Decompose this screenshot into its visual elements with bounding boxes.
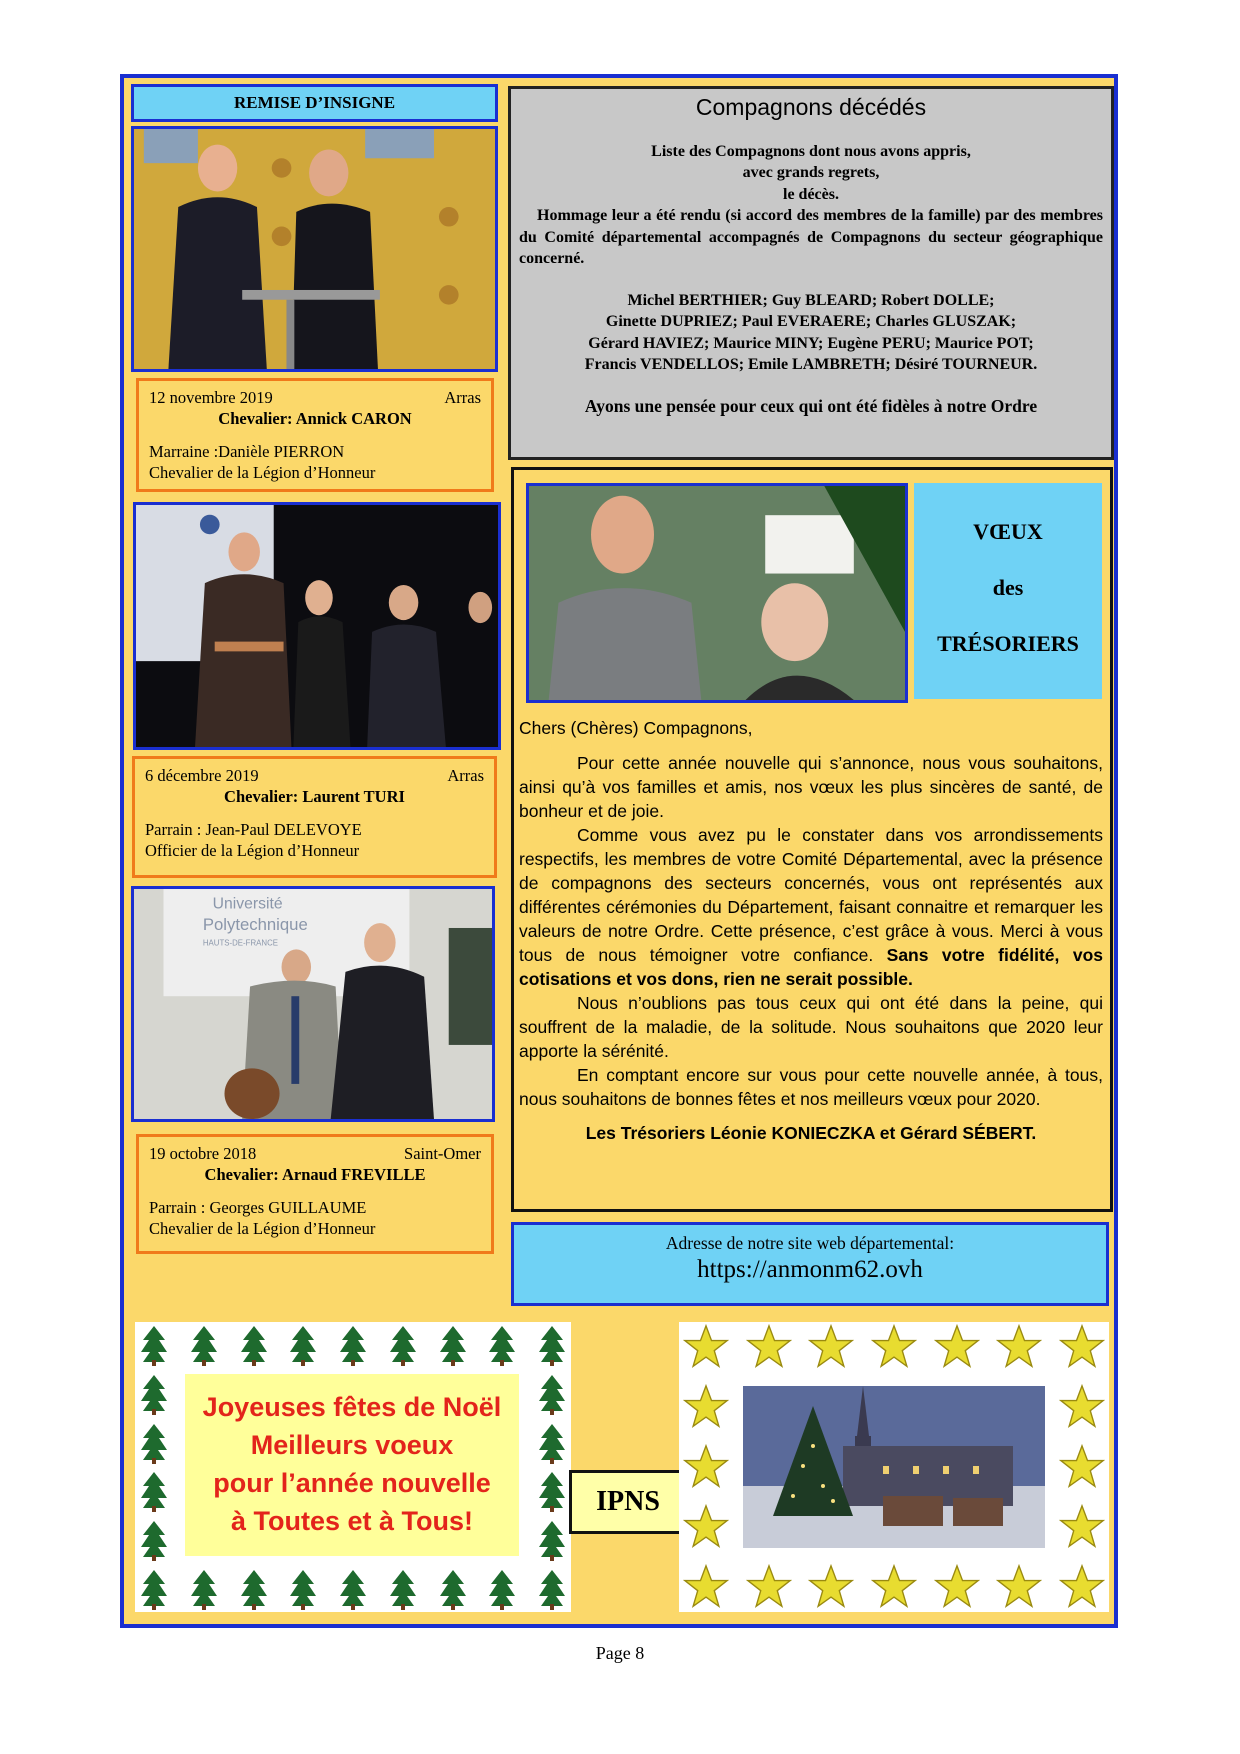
award-sponsor-rank: Chevalier de la Légion d’Honneur <box>149 463 376 482</box>
voeux-greeting: Chers (Chères) Compagnons, <box>519 718 753 738</box>
voeux-paragraph-2-bold: Sans votre fidélité, vos cotisations et vos dons, rien ne serait possible. <box>519 945 1103 989</box>
award-sponsor-rank: Chevalier de la Légion d’Honneur <box>149 1219 376 1238</box>
tree-icon <box>539 1570 565 1615</box>
noel-line: à Toutes et à Tous! <box>230 1506 474 1536</box>
tree-icon <box>340 1570 366 1615</box>
award-date: 19 octobre 2018 <box>149 1144 257 1163</box>
deceased-title: Compagnons décédés <box>695 94 927 120</box>
noel-card <box>135 1322 571 1612</box>
voeux-signature: Les Trésoriers Léonie KONIECZKA et Gérard SÉBERT. <box>585 1123 1037 1143</box>
award-date: 6 décembre 2019 <box>145 766 259 785</box>
tree-icon <box>141 1326 167 1371</box>
star-icon <box>746 1564 792 1615</box>
tree-icon <box>141 1472 167 1517</box>
tree-icon <box>191 1570 217 1615</box>
voeux-paragraph-4: En comptant encore sur vous pour cette nouvelle année, à tous, nous souhaitons de bonnes fêtes et nos meilleurs vœux pour 2020. <box>519 1065 1103 1109</box>
star-icon <box>1059 1384 1105 1435</box>
star-icon <box>934 1564 980 1615</box>
deceased-box <box>508 86 1114 460</box>
deceased-intro-line: le décès. <box>783 185 839 203</box>
voeux-paragraph-2 <box>519 823 1103 991</box>
deceased-names-line: Ginette DUPRIEZ; Paul EVERAERE; Charles GLUSZAK; <box>605 313 1017 330</box>
award-caption-1 <box>136 378 494 492</box>
tree-icon <box>390 1326 416 1371</box>
star-icon <box>1059 1564 1105 1615</box>
voeux-title-line1: VŒUX <box>973 519 1043 544</box>
tree-icon <box>241 1326 267 1371</box>
treasurers-photo <box>526 483 908 703</box>
voeux-title-box <box>914 483 1102 699</box>
voeux-paragraph-3: Nous n’oublions pas tous ceux qui ont été dans la peine, qui souffrent de la maladie, de la solitude. Nous souhaitons que 2020 leur apporte la sérénité. <box>519 993 1103 1061</box>
voeux-paragraph-2-text: Comme vous avez pu le constater dans vos arrondissements respectifs, les membres de votre Comité Départemental, avec la présence de compagnons des secteurs concernés, vous ont représentés aux différentes cérémonies du Département, faisant connaitre et remarquer les valeurs de notre Ordre. Cette présence, c’est grâce à vous. Merci à vous tous de nous témoigner votre confiance. <box>519 825 1103 965</box>
award-sponsor: Parrain : Jean-Paul DELEVOYE <box>145 820 362 839</box>
tree-icon <box>489 1326 515 1371</box>
star-icon <box>683 1384 729 1435</box>
star-icon <box>996 1564 1042 1615</box>
stars-card <box>679 1322 1109 1612</box>
deceased-intro-line: avec grands regrets, <box>742 164 880 181</box>
tree-icon <box>539 1424 565 1469</box>
ipns-box <box>569 1470 687 1534</box>
star-icon <box>996 1324 1042 1375</box>
ceremony-photo-2 <box>133 502 501 750</box>
tree-icon <box>241 1570 267 1615</box>
award-sponsor: Parrain : Georges GUILLAUME <box>149 1198 367 1217</box>
tree-icon <box>440 1570 466 1615</box>
tree-icon <box>141 1521 167 1566</box>
award-title: Chevalier: Laurent TURI <box>224 787 405 806</box>
award-sponsor-rank: Officier de la Légion d’Honneur <box>145 841 360 860</box>
website-box <box>511 1222 1109 1306</box>
award-place: Saint-Omer <box>404 1144 481 1163</box>
noel-message-box <box>185 1374 519 1556</box>
star-icon <box>871 1564 917 1615</box>
award-title: Chevalier: Annick CARON <box>218 409 412 428</box>
voeux-title-line3: TRÉSORIERS <box>937 631 1079 656</box>
deceased-closing: Ayons une pensée pour ceux qui ont été fidèles à notre Ordre <box>584 395 1038 416</box>
star-icon <box>746 1324 792 1375</box>
award-place: Arras <box>447 766 484 785</box>
tree-icon <box>489 1570 515 1615</box>
noel-line: pour l’année nouvelle <box>213 1468 491 1498</box>
ceremony-photo-1 <box>131 126 498 372</box>
tree-icon <box>290 1326 316 1371</box>
noel-line: Joyeuses fêtes de Noël <box>202 1392 502 1422</box>
noel-line: Meilleurs voeux <box>250 1430 454 1460</box>
star-icon <box>871 1324 917 1375</box>
deceased-names-line: Michel BERTHIER; Guy BLEARD; Robert DOLLE; <box>627 291 995 309</box>
ceremony-photo-3 <box>131 886 495 1122</box>
website-label: Adresse de notre site web départemental: <box>665 1233 955 1253</box>
tree-icon <box>390 1570 416 1615</box>
voeux-title-line2: des <box>992 575 1024 600</box>
tree-icon <box>191 1326 217 1371</box>
star-icon <box>1059 1444 1105 1495</box>
star-icon <box>808 1324 854 1375</box>
tree-icon <box>141 1375 167 1420</box>
award-caption-2 <box>132 756 497 878</box>
tree-icon <box>440 1326 466 1371</box>
deceased-intro-line: Liste des Compagnons dont nous avons appris, <box>651 142 971 160</box>
award-caption-3 <box>136 1134 494 1254</box>
university-sign-line3: HAUTS-DE-FRANCE <box>202 938 278 948</box>
christmas-market-photo <box>743 1386 1045 1548</box>
star-icon <box>683 1564 729 1615</box>
voeux-letter <box>519 716 1103 1145</box>
award-date: 12 novembre 2019 <box>149 388 273 407</box>
voeux-paragraph-1: Pour cette année nouvelle qui s’annonce, nous vous souhaitons, ainsi qu’à vos familles et amis, nos vœux les plus sincères de santé, de bonheur et de joie. <box>519 753 1103 821</box>
tree-icon <box>290 1570 316 1615</box>
deceased-names-line: Francis VENDELLOS; Emile LAMBRETH; Désiré TOURNEUR. <box>584 356 1038 373</box>
star-icon <box>683 1324 729 1375</box>
star-icon <box>683 1444 729 1495</box>
tree-icon <box>539 1521 565 1566</box>
remise-header-text: REMISE D’INSIGNE <box>233 93 396 112</box>
tree-icon <box>539 1326 565 1371</box>
star-icon <box>934 1324 980 1375</box>
tree-icon <box>539 1472 565 1517</box>
university-sign-line2: Polytechnique <box>202 915 308 934</box>
ipns-label: IPNS <box>596 1486 660 1517</box>
deceased-tribute: Hommage leur a été rendu (si accord des membres de la famille) par des membres du Comité départemental accompagnés de Compagnons du secteur géographique concerné. <box>519 207 1103 267</box>
award-place: Arras <box>444 388 481 407</box>
tree-icon <box>141 1570 167 1615</box>
university-sign-line1: Université <box>212 895 283 913</box>
award-title: Chevalier: Arnaud FREVILLE <box>204 1165 426 1184</box>
star-icon <box>1059 1324 1105 1375</box>
star-icon <box>1059 1504 1105 1555</box>
star-icon <box>808 1564 854 1615</box>
tree-icon <box>340 1326 366 1371</box>
star-icon <box>683 1504 729 1555</box>
tree-icon <box>539 1375 565 1420</box>
deceased-names-line: Gérard HAVIEZ; Maurice MINY; Eugène PERU; Maurice POT; <box>588 334 1034 352</box>
website-link[interactable]: https://anmonm62.ovh <box>697 1256 923 1283</box>
award-sponsor: Marraine :Danièle PIERRON <box>149 442 345 461</box>
page-number: Page 8 <box>595 1643 645 1663</box>
remise-header <box>131 84 498 122</box>
tree-icon <box>141 1424 167 1469</box>
